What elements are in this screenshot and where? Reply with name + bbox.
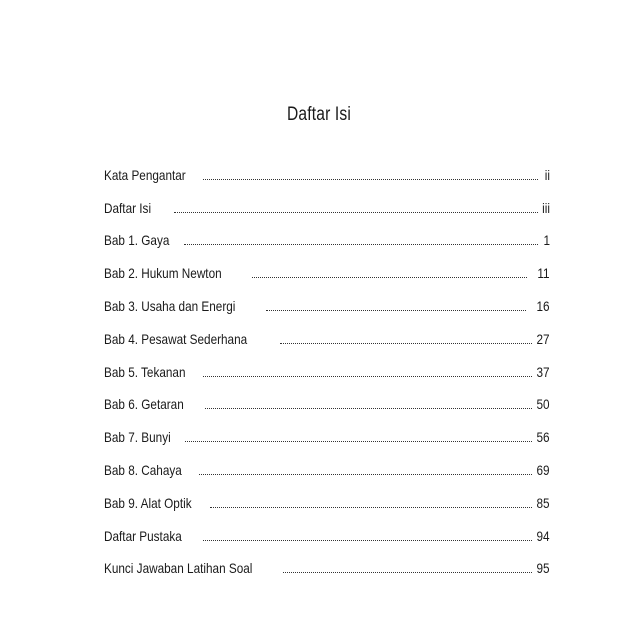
dot-leader [280, 342, 532, 344]
page-title: Daftar Isi [287, 104, 351, 125]
toc-entry-page-number: 85 [536, 494, 550, 511]
toc-entry-page-number: 95 [536, 560, 550, 577]
dot-leader [252, 276, 527, 278]
toc-entry-page-number: 50 [536, 396, 550, 413]
toc-entry-daftar-isi[interactable] [104, 183, 550, 216]
dot-leader [174, 211, 538, 213]
dot-leader [185, 440, 532, 442]
dot-leader [203, 375, 532, 377]
toc-entry-label: Bab 7. Bunyi [104, 429, 171, 446]
dot-leader [203, 178, 538, 180]
toc-entry-bab-6[interactable] [104, 380, 550, 413]
toc-entry-page-number: 37 [536, 363, 550, 380]
toc-entry-label: Kunci Jawaban Latihan Soal [104, 560, 253, 577]
toc-entry-label: Bab 4. Pesawat Sederhana [104, 330, 248, 347]
toc-entry-page-number: 94 [536, 527, 550, 544]
toc-entry-page-number: 27 [536, 330, 550, 347]
toc-entry-label: Bab 5. Tekanan [104, 363, 186, 380]
dot-leader [184, 243, 538, 245]
toc-entry-label: Bab 8. Cahaya [104, 461, 182, 478]
toc-entry-kunci-jawaban[interactable] [104, 544, 550, 577]
toc-entry-bab-7[interactable] [104, 412, 550, 445]
toc-entry-label: Bab 3. Usaha dan Energi [104, 297, 236, 314]
toc-entry-label: Bab 6. Getaran [104, 396, 184, 413]
dot-leader [203, 539, 533, 541]
dot-leader [283, 571, 533, 573]
dot-leader [199, 473, 533, 475]
toc-entry-bab-9[interactable] [104, 478, 550, 511]
dot-leader [205, 407, 532, 409]
toc-entry-label: Daftar Isi [104, 199, 152, 216]
toc-entry-bab-3[interactable] [104, 281, 550, 314]
dot-leader [210, 506, 532, 508]
toc-entry-page-number: 1 [543, 232, 550, 249]
toc-entry-label: Bab 2. Hukum Newton [104, 265, 222, 282]
toc-entry-page-number: ii [544, 166, 550, 183]
toc-entry-bab-4[interactable] [104, 314, 550, 347]
toc-entry-label: Bab 1. Gaya [104, 232, 170, 249]
toc-entry-label: Kata Pengantar [104, 166, 186, 183]
toc-entry-page-number: 69 [536, 461, 550, 478]
toc-entry-bab-1[interactable] [104, 216, 550, 249]
toc-entry-page-number: iii [542, 199, 550, 216]
toc-entry-label: Daftar Pustaka [104, 527, 182, 544]
toc-entry-label: Bab 9. Alat Optik [104, 494, 192, 511]
toc-entry-page-number: 11 [537, 265, 550, 282]
dot-leader [266, 309, 526, 311]
toc-entry-bab-5[interactable] [104, 347, 550, 380]
toc-entry-page-number: 16 [536, 297, 550, 314]
toc-entry-kata-pengantar[interactable] [104, 150, 550, 183]
toc-entry-daftar-pustaka[interactable] [104, 511, 550, 544]
toc-entry-page-number: 56 [536, 429, 550, 446]
table-of-contents [104, 150, 550, 576]
toc-entry-bab-8[interactable] [104, 445, 550, 478]
toc-entry-bab-2[interactable] [104, 248, 550, 281]
